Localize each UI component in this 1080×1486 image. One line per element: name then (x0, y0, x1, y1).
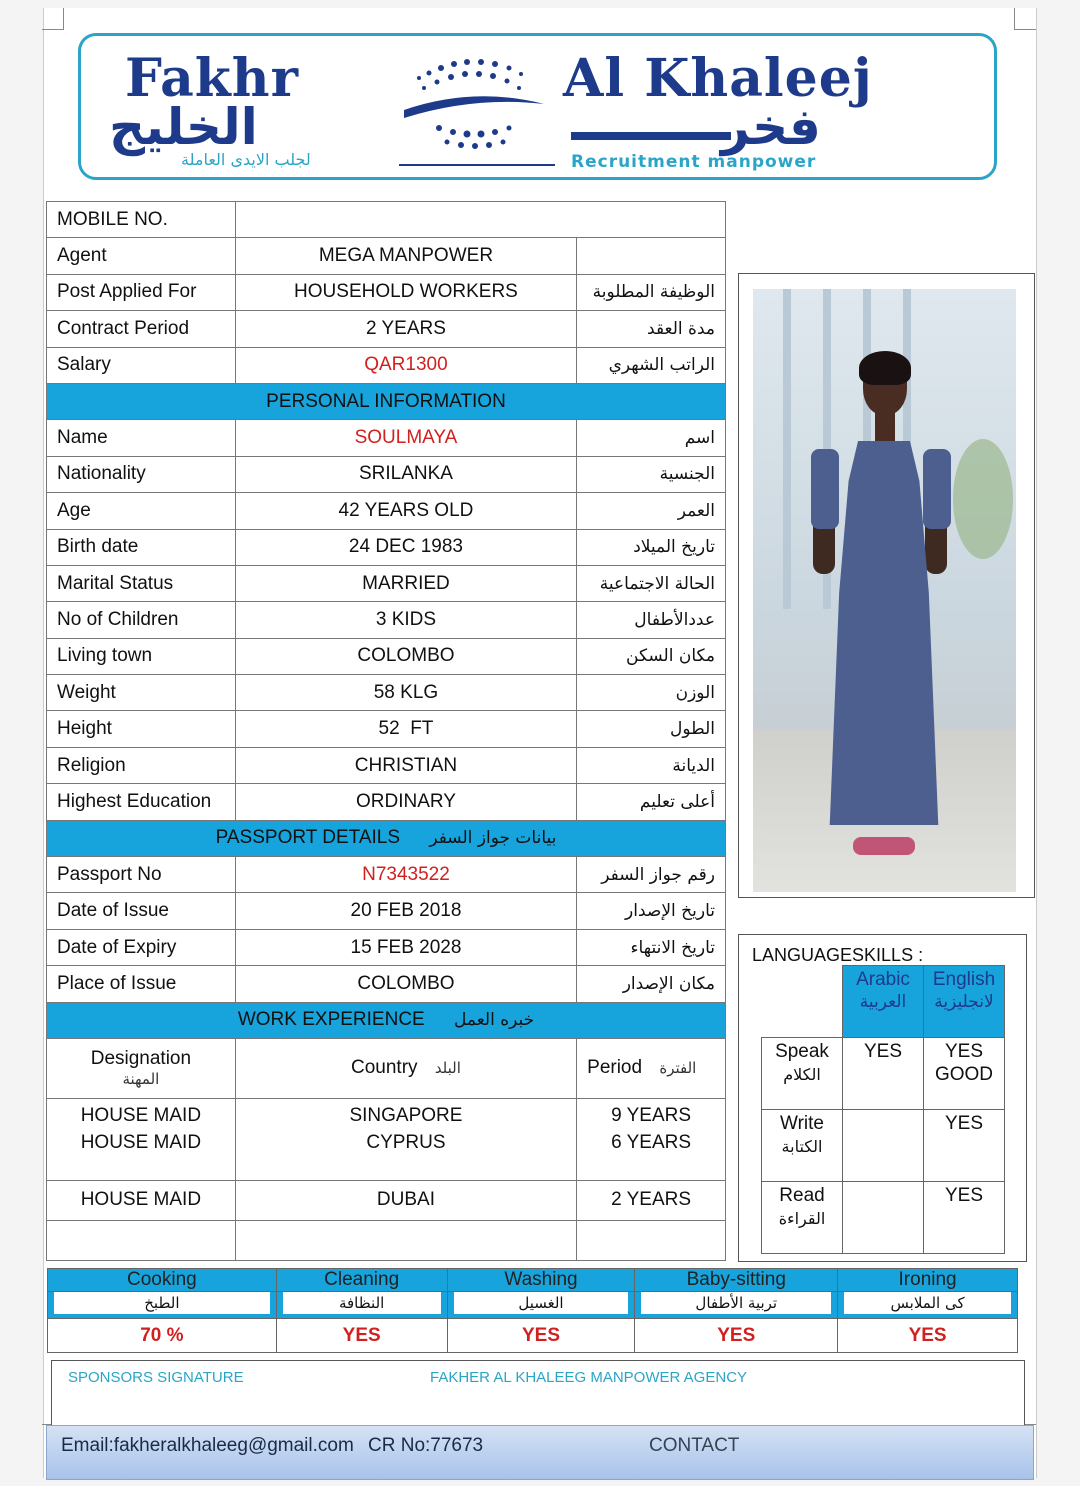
language-row-speak (762, 1038, 1005, 1110)
table-row (47, 311, 726, 347)
table-row (47, 238, 726, 274)
skill-name-ar: الغسيل (454, 1292, 629, 1314)
skill-value: 70 % (48, 1319, 277, 1353)
field-value: MARRIED (235, 565, 576, 601)
work-country: CYPRUS (235, 1132, 576, 1180)
field-value: 2 YEARS (235, 311, 576, 347)
skill-ar-cell (48, 1292, 277, 1319)
table-row (47, 274, 726, 310)
field-value: 42 YEARS OLD (235, 493, 576, 529)
field-label-ar: العمر (577, 493, 726, 529)
work-designation: HOUSE MAID (47, 1180, 236, 1220)
applicant-photo-frame (738, 273, 1035, 898)
section-title-cell (47, 820, 726, 856)
language-name-ar: العربية (859, 992, 907, 1012)
applicant-info-table (46, 201, 726, 1261)
field-label-ar: أعلى تعليم (577, 784, 726, 820)
work-row (47, 1180, 726, 1220)
language-name-ar: لانجليزية (934, 992, 994, 1012)
photo-figure (923, 449, 951, 529)
skill-label: Read (779, 1185, 825, 1206)
section-title: PERSONAL INFORMATION (47, 383, 726, 419)
applicant-photo (753, 289, 1016, 892)
logo-tagline-ar: لجلب الايدى العاملة (181, 150, 311, 169)
field-label-ar: الراتب الشهري (577, 347, 726, 383)
skill-label-ar: الكتابة (781, 1137, 823, 1156)
work-period: 9 YEARS (577, 1098, 726, 1132)
field-value: 15 FEB 2028 (235, 929, 576, 965)
table-row (47, 675, 726, 711)
field-label-ar: الحالة الاجتماعية (577, 565, 726, 601)
logo-name-en-right: Al Khaleej (563, 48, 873, 109)
work-row (47, 1098, 726, 1132)
column-header: Country (351, 1057, 418, 1079)
field-label: Agent (47, 238, 236, 274)
signature-box (51, 1360, 1025, 1426)
skill-label-cell (762, 1110, 843, 1182)
logo-divider (399, 164, 555, 166)
table-row (47, 529, 726, 565)
field-label-ar: رقم جواز السفر (577, 857, 726, 893)
work-row (47, 1132, 726, 1180)
field-label: Date of Issue (47, 893, 236, 929)
field-label-ar: تاريخ الإصدار (577, 893, 726, 929)
empty-cell (235, 1220, 576, 1260)
logo-tagline-en: Recruitment manpower (571, 152, 817, 172)
field-label-ar: الطول (577, 711, 726, 747)
table-row (47, 638, 726, 674)
period-header (577, 1038, 726, 1098)
section-title-ar: خبره العمل (454, 1010, 535, 1031)
table-row (47, 347, 726, 383)
field-label-ar: الوزن (577, 675, 726, 711)
skill-label-ar: القراءة (778, 1209, 826, 1228)
field-label: Salary (47, 347, 236, 383)
skills-arabic-row (48, 1292, 1018, 1319)
empty-cell (47, 1220, 236, 1260)
speak-arabic: YES (843, 1038, 924, 1110)
work-country: DUBAI (235, 1180, 576, 1220)
field-label-ar: مكان الإصدار (577, 966, 726, 1002)
skill-ar-cell (838, 1292, 1018, 1319)
arabic-header (843, 966, 924, 1038)
skill-name: Ironing (838, 1269, 1018, 1292)
company-logo (78, 33, 997, 180)
field-value: 24 DEC 1983 (235, 529, 576, 565)
skill-name: Cleaning (276, 1269, 447, 1292)
field-label-ar: الجنسية (577, 456, 726, 492)
language-skills-box (738, 934, 1027, 1262)
work-period: 6 YEARS (577, 1132, 726, 1180)
name-value: SOULMAYA (235, 420, 576, 456)
field-label: Age (47, 493, 236, 529)
table-row (47, 966, 726, 1002)
country-header (235, 1038, 576, 1098)
table-row (47, 420, 726, 456)
work-skills-table (47, 1268, 1018, 1353)
column-header-ar: المهنة (122, 1070, 160, 1089)
field-value: ORDINARY (235, 784, 576, 820)
field-label-ar: الديانة (577, 747, 726, 783)
skill-value: YES (447, 1319, 635, 1353)
field-label-ar: تاريخ الميلاد (577, 529, 726, 565)
skill-label-cell (762, 1182, 843, 1254)
table-row (47, 456, 726, 492)
field-label: Contract Period (47, 311, 236, 347)
skill-name-ar: النظافة (283, 1292, 441, 1314)
work-country: SINGAPORE (235, 1098, 576, 1132)
work-period: 2 YEARS (577, 1180, 726, 1220)
field-value: 20 FEB 2018 (235, 893, 576, 929)
section-title-ar: بيانات جواز السفر (429, 828, 557, 849)
empty-cell (762, 966, 843, 1038)
field-label: Living town (47, 638, 236, 674)
skill-value: YES (838, 1319, 1018, 1353)
photo-figure (811, 449, 839, 529)
passport-number-value: N7343522 (235, 857, 576, 893)
english-header (924, 966, 1005, 1038)
table-row (47, 747, 726, 783)
corner-mark (1014, 8, 1036, 30)
field-label: Height (47, 711, 236, 747)
field-label: Nationality (47, 456, 236, 492)
field-label: Place of Issue (47, 966, 236, 1002)
salary-value: QAR1300 (235, 347, 576, 383)
footer-contact: CONTACT (649, 1435, 740, 1456)
field-label: Name (47, 420, 236, 456)
table-row (47, 893, 726, 929)
field-label: Birth date (47, 529, 236, 565)
field-label-ar: تاريخ الانتهاء (577, 929, 726, 965)
logo-name-ar-left: الخليج (109, 98, 258, 156)
skill-name: Cooking (48, 1269, 277, 1292)
field-label-ar: الوظيفة المطلوبة (577, 274, 726, 310)
photo-figure (859, 351, 911, 385)
skill-name: Baby-sitting (635, 1269, 838, 1292)
corner-mark (42, 8, 64, 30)
field-label-ar: عددالأطفال (577, 602, 726, 638)
write-arabic (843, 1110, 924, 1182)
work-row-empty (47, 1220, 726, 1260)
mobile-value (235, 202, 725, 238)
read-arabic (843, 1182, 924, 1254)
field-label-ar (577, 238, 726, 274)
field-label: Post Applied For (47, 274, 236, 310)
field-value: COLOMBO (235, 638, 576, 674)
work-designation: HOUSE MAID (47, 1098, 236, 1132)
language-header-row (762, 966, 1005, 1038)
table-row (47, 202, 726, 238)
skill-ar-cell (447, 1292, 635, 1319)
field-label: Passport No (47, 857, 236, 893)
table-row (47, 784, 726, 820)
field-label: MOBILE NO. (47, 202, 236, 238)
skill-label: Write (780, 1113, 824, 1134)
field-value: 52 FT (235, 711, 576, 747)
logo-name-ar-right: فخر (721, 98, 821, 156)
skill-ar-cell (635, 1292, 838, 1319)
section-header-personal (47, 383, 726, 419)
section-title-cell (47, 1002, 726, 1038)
column-header-ar: البلد (434, 1059, 461, 1078)
empty-cell (577, 1220, 726, 1260)
field-label: Religion (47, 747, 236, 783)
field-label: Highest Education (47, 784, 236, 820)
field-value: MEGA MANPOWER (235, 238, 576, 274)
field-value: HOUSEHOLD WORKERS (235, 274, 576, 310)
work-designation: HOUSE MAID (47, 1132, 236, 1180)
skill-name-ar: تربية الأطفال (641, 1292, 831, 1314)
skill-label-cell (762, 1038, 843, 1110)
field-value: COLOMBO (235, 966, 576, 1002)
skills-value-row (48, 1319, 1018, 1353)
skill-name-ar: الطبخ (54, 1292, 270, 1314)
section-title: WORK EXPERIENCE (237, 1009, 425, 1031)
field-label-ar: مكان السكن (577, 638, 726, 674)
field-label: Date of Expiry (47, 929, 236, 965)
table-row (47, 565, 726, 601)
photo-figure (875, 411, 895, 445)
field-label: Weight (47, 675, 236, 711)
logo-name-en-left: Fakhr (125, 48, 299, 109)
section-title: PASSPORT DETAILS (215, 827, 401, 849)
sponsor-signature-label: SPONSORS SIGNATURE (68, 1369, 244, 1386)
logo-bar (571, 132, 731, 140)
table-row (47, 857, 726, 893)
skill-value: YES (276, 1319, 447, 1353)
language-row-write (762, 1110, 1005, 1182)
field-label-ar: اسم (577, 420, 726, 456)
field-value: 3 KIDS (235, 602, 576, 638)
language-skills-table (761, 965, 1005, 1254)
skill-label: Speak (775, 1041, 829, 1062)
photo-background (783, 289, 791, 609)
field-label-ar: مدة العقد (577, 311, 726, 347)
language-row-read (762, 1182, 1005, 1254)
speak-english: YES (944, 1041, 984, 1062)
field-value: 58 KLG (235, 675, 576, 711)
footer-cr-number: CR No:77673 (368, 1435, 484, 1456)
skills-name-row (48, 1269, 1018, 1292)
agency-name: FAKHER AL KHALEEG MANPOWER AGENCY (430, 1369, 748, 1386)
speak-english-cell (924, 1038, 1005, 1110)
column-header: Designation (90, 1048, 192, 1070)
work-header-row (47, 1038, 726, 1098)
skill-label-ar: الكلام (783, 1065, 821, 1084)
table-row (47, 493, 726, 529)
language-name: Arabic (856, 969, 910, 990)
logo-globe-icon (399, 48, 549, 158)
write-english: YES (924, 1110, 1005, 1182)
photo-figure (853, 837, 915, 855)
language-name: English (932, 969, 996, 990)
footer-bar (46, 1425, 1034, 1480)
speak-english-level: GOOD (934, 1064, 994, 1085)
field-label: No of Children (47, 602, 236, 638)
footer-email: Email:fakheralkhaleeg@gmail.com (61, 1435, 354, 1456)
skill-name-ar: كى الملابس (844, 1292, 1011, 1314)
skill-value: YES (635, 1319, 838, 1353)
section-header-work (47, 1002, 726, 1038)
field-value: CHRISTIAN (235, 747, 576, 783)
table-row (47, 711, 726, 747)
read-english: YES (924, 1182, 1005, 1254)
skill-name: Washing (447, 1269, 635, 1292)
table-row (47, 602, 726, 638)
column-header: Period (587, 1057, 643, 1079)
section-header-passport (47, 820, 726, 856)
field-value: SRILANKA (235, 456, 576, 492)
language-skills-title: LANGUAGESKILLS : (752, 945, 924, 965)
column-header-ar: الفترة (659, 1059, 697, 1078)
skill-ar-cell (276, 1292, 447, 1319)
photo-background (953, 439, 1013, 559)
table-row (47, 929, 726, 965)
designation-header (47, 1038, 236, 1098)
field-label: Marital Status (47, 565, 236, 601)
